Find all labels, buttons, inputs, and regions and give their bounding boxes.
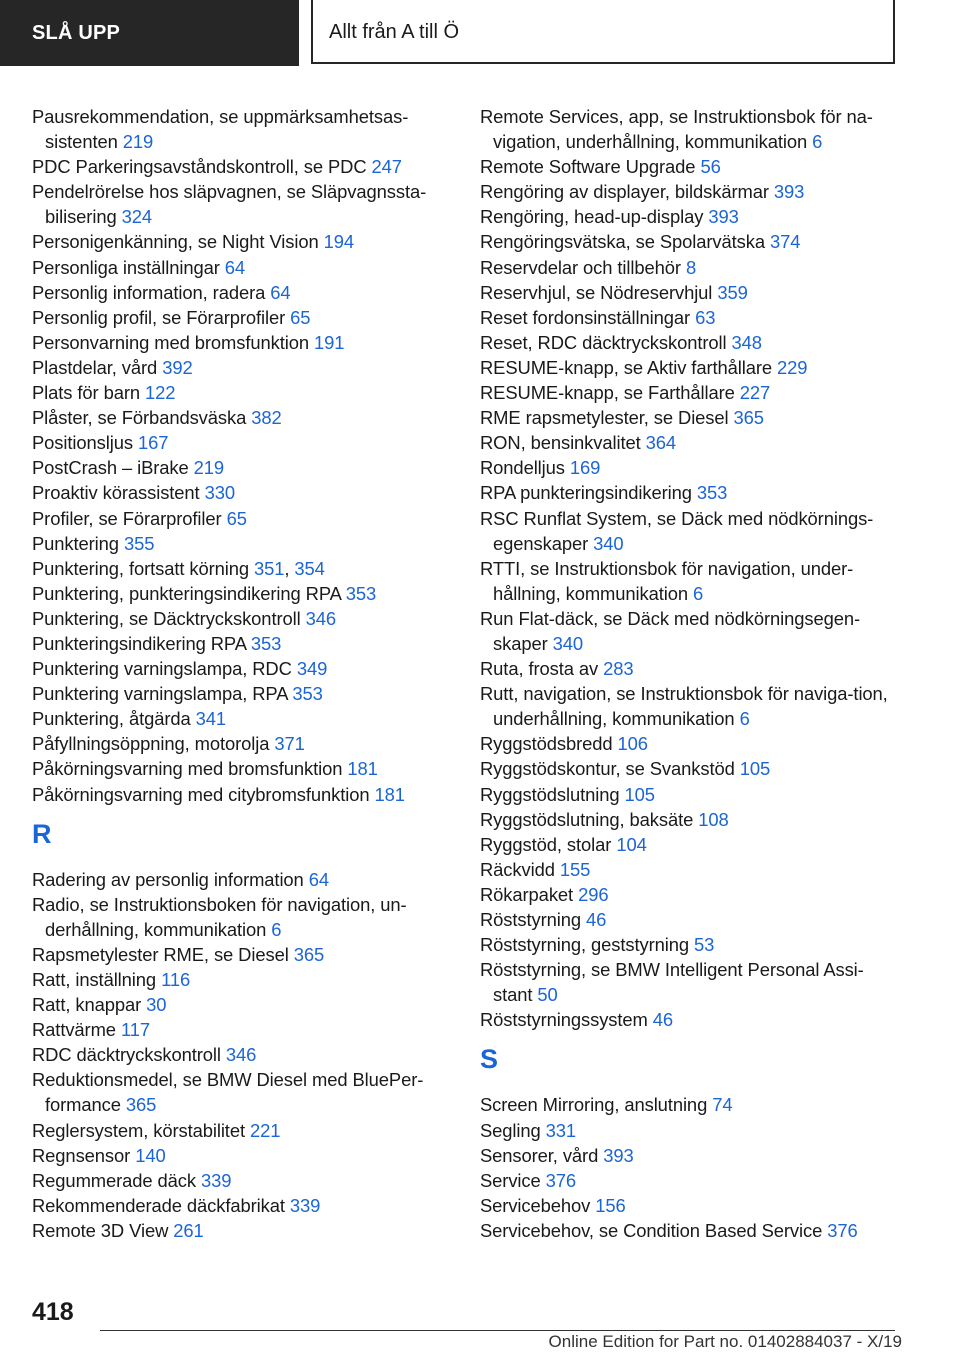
page-reference-link[interactable]: 349 xyxy=(296,658,328,680)
index-entry-text: Remote Software Upgrade xyxy=(480,156,696,178)
page-reference-link[interactable]: 283 xyxy=(603,658,634,680)
page-header xyxy=(0,0,960,66)
page-reference-link[interactable]: 376 xyxy=(827,1219,858,1241)
page-reference-link[interactable]: 167 xyxy=(137,432,169,454)
index-entry-text: Röststyrning xyxy=(480,909,582,930)
page-reference-link[interactable]: 219 xyxy=(122,131,154,153)
index-entry-text: Ryggstöd, stolar xyxy=(480,833,612,855)
index-entry-text: RME rapsmetylester, se Diesel xyxy=(480,407,729,429)
entries-group-r-left xyxy=(32,867,452,1243)
index-entry-text: Punktering varningslampa, RPA xyxy=(32,683,288,705)
index-entry-text: Reglersystem, körstabilitet xyxy=(32,1119,245,1141)
index-entry-text: Rattvärme xyxy=(32,1019,116,1041)
index-entry xyxy=(32,229,452,254)
footer-divider xyxy=(100,1330,895,1331)
page-reference-link[interactable]: 341 xyxy=(195,708,227,730)
index-entry-text: Rutt, navigation, se Instruktionsbok för naviga-tion, underhållning, kommunikation xyxy=(480,683,888,730)
page-reference-link[interactable]: 393 xyxy=(708,206,739,228)
index-entry xyxy=(480,480,900,505)
index-entry xyxy=(480,656,900,681)
page-reference-link[interactable]: 382 xyxy=(251,407,282,429)
index-entry-text: Screen Mirroring, anslutning xyxy=(480,1094,708,1116)
page-number: 418 xyxy=(32,1298,74,1326)
index-entry xyxy=(480,556,900,606)
index-entry-text: RTTI, se Instruktionsbok för navigation, under-hållning, kommunikation xyxy=(480,557,854,604)
page-reference-link[interactable]: 340 xyxy=(593,532,624,554)
page-reference-link[interactable]: 374 xyxy=(770,231,801,253)
index-entry-text: Punktering, åtgärda xyxy=(32,708,191,730)
index-entry-text: Påkörningsvarning med bromsfunktion xyxy=(32,758,343,780)
index-entry-text: Servicebehov, se Condition Based Service xyxy=(480,1219,823,1241)
index-entry xyxy=(32,531,452,556)
edition-footer: Online Edition for Part no. 01402884037 - X/19 xyxy=(548,1332,902,1351)
index-entry-text: Profiler, se Förarprofiler xyxy=(32,507,222,529)
index-entry xyxy=(32,1017,452,1042)
index-entry xyxy=(480,606,900,656)
page-reference-link[interactable]: 108 xyxy=(698,808,729,830)
page-reference-link[interactable]: 30 xyxy=(146,994,167,1016)
index-entry xyxy=(32,631,452,656)
index-entry xyxy=(480,756,900,781)
page-reference-link[interactable]: 353 xyxy=(250,632,282,654)
index-entry-text: Ryggstödsbredd xyxy=(480,733,613,755)
page-reference-link[interactable]: 261 xyxy=(173,1219,204,1241)
index-column-right xyxy=(480,104,900,1243)
page-reference-link[interactable]: 331 xyxy=(545,1119,577,1141)
index-entry-text: Punktering xyxy=(32,532,119,554)
page-reference-link[interactable]: 50 xyxy=(537,984,558,1006)
index-entry xyxy=(32,782,452,807)
section-tab: SLÅ UPP xyxy=(0,0,299,66)
index-entry xyxy=(480,455,900,480)
page-reference-link[interactable]: 64 xyxy=(308,868,329,890)
chapter-title: Allt från A till Ö xyxy=(311,0,895,64)
page-reference-link[interactable]: 346 xyxy=(305,607,336,629)
index-entry xyxy=(32,255,452,280)
index-entry xyxy=(480,807,900,832)
index-entry-text: Röststyrningssystem xyxy=(480,1009,648,1031)
entries-group-r-right xyxy=(480,104,900,1032)
index-entry xyxy=(480,104,900,154)
index-entry xyxy=(32,867,452,892)
index-entry xyxy=(32,967,452,992)
page-reference-link[interactable]: 169 xyxy=(569,457,601,479)
page-reference-link[interactable]: 46 xyxy=(652,1009,674,1031)
page-reference-link[interactable]: 219 xyxy=(193,457,225,479)
page-reference-link[interactable]: 6 xyxy=(739,708,750,730)
page-reference-link[interactable]: 53 xyxy=(694,934,715,956)
index-entry xyxy=(32,992,452,1017)
index-entry xyxy=(480,957,900,1007)
index-entry-text: RPA punkteringsindikering xyxy=(480,482,692,504)
index-entry-text: Service xyxy=(480,1169,541,1191)
index-entry: Punktering, fortsatt körning 351, 354 xyxy=(32,557,325,579)
page-reference-link[interactable]: 351 xyxy=(254,557,285,579)
entries-group-p xyxy=(32,104,452,807)
page-reference-link[interactable]: 65 xyxy=(226,507,247,529)
index-entry xyxy=(480,932,900,957)
index-entry xyxy=(32,756,452,781)
index-entry-text: Personigenkänning, se Night Vision xyxy=(32,231,319,253)
index-entry xyxy=(32,1168,452,1193)
page-reference-link[interactable]: 105 xyxy=(739,758,771,780)
index-entry-text: Personlig information, radera xyxy=(32,281,266,303)
index-entry-text: Remote Services, app, se Instruktionsbok för na-vigation, underhållning, kommunikation xyxy=(480,106,873,153)
page-reference-link[interactable]: 227 xyxy=(739,382,771,404)
index-entry xyxy=(32,480,452,505)
index-entry xyxy=(480,179,900,204)
index-entry-text: Ratt, inställning xyxy=(32,969,157,990)
index-entry xyxy=(32,1143,452,1168)
index-entry-text: Räckvidd xyxy=(480,858,555,880)
index-entry xyxy=(32,355,452,380)
index-entry-text: PostCrash – iBrake xyxy=(32,457,189,479)
page-reference-link[interactable]: 330 xyxy=(204,482,235,504)
page-reference-link[interactable]: 392 xyxy=(162,356,193,378)
letter-heading-s: S xyxy=(480,1044,499,1075)
index-column-left xyxy=(32,104,452,1243)
page-reference-link[interactable]: 324 xyxy=(121,206,152,228)
index-entry-text: Proaktiv körassistent xyxy=(32,482,200,504)
index-entry-text: Run Flat-däck, se Däck med nödkörningsegen-skaper xyxy=(480,607,861,654)
page-reference-link[interactable]: 353 xyxy=(696,482,728,504)
index-entry-text: Påfyllningsöppning, motorolja xyxy=(32,733,270,755)
index-entry-text: RESUME-knapp, se Farthållare xyxy=(480,382,735,404)
index-entry-text: Ryggstödslutning xyxy=(480,783,620,805)
page-reference-link[interactable]: 364 xyxy=(645,432,677,454)
index-entry-text: Punktering, punkteringsindikering RPA xyxy=(32,582,341,604)
page-reference-link[interactable]: 365 xyxy=(733,407,764,429)
entries-group-s xyxy=(480,1092,900,1243)
page-reference-link[interactable]: 194 xyxy=(323,231,355,253)
page-reference-link[interactable]: 105 xyxy=(624,783,655,805)
index-entry xyxy=(480,506,900,556)
page-reference-link[interactable]: 64 xyxy=(224,256,246,278)
index-entry-text: Ryggstödslutning, baksäte xyxy=(480,808,694,830)
index-entry-text: Sensorer, vård xyxy=(480,1144,599,1166)
index-entry xyxy=(480,832,900,857)
page-reference-link[interactable]: 64 xyxy=(270,281,291,303)
index-entry xyxy=(32,1193,452,1218)
index-entry-text: Segling xyxy=(480,1119,541,1141)
index-entry xyxy=(32,731,452,756)
index-entry xyxy=(480,1007,900,1032)
index-entry-text: Reset, RDC däcktryckskontroll xyxy=(480,331,727,353)
page-reference-link[interactable]: 365 xyxy=(125,1094,157,1116)
index-entry xyxy=(480,1118,900,1143)
page-reference-link[interactable]: 155 xyxy=(559,858,591,880)
page-reference-link[interactable]: 191 xyxy=(314,331,345,353)
index-entry-text: Påkörningsvarning med citybromsfunktion xyxy=(32,783,370,805)
index-entry-text: Pausrekommendation, se uppmärksamhetsas-sistenten xyxy=(32,106,409,153)
index-entry-text: Punkteringsindikering RPA xyxy=(32,632,246,654)
page-reference-link[interactable]: 340 xyxy=(552,632,584,654)
page-reference-link[interactable]: 156 xyxy=(595,1194,626,1216)
index-entry xyxy=(32,656,452,681)
page-reference-link[interactable]: 140 xyxy=(135,1144,166,1166)
index-entry xyxy=(480,681,900,731)
index-entry xyxy=(32,942,452,967)
index-entry-text: Reservhjul, se Nödreservhjul xyxy=(480,281,713,303)
index-entry xyxy=(32,1042,452,1067)
index-entry xyxy=(32,179,452,229)
index-entry-text: Ratt, knappar xyxy=(32,994,142,1016)
page-reference-link[interactable]: 393 xyxy=(773,181,805,203)
index-entry xyxy=(480,405,900,430)
index-entry-text: Personliga inställningar xyxy=(32,256,220,278)
index-entry xyxy=(480,1193,900,1218)
page-reference-link[interactable]: 355 xyxy=(123,532,155,554)
page-reference-link[interactable]: 339 xyxy=(289,1194,321,1216)
page-reference-link[interactable]: 65 xyxy=(290,306,311,328)
page-reference-link[interactable]: 348 xyxy=(731,331,762,353)
index-entry xyxy=(480,782,900,807)
index-entry-text: Punktering, se Däcktryckskontroll xyxy=(32,607,301,629)
page-reference-link[interactable]: 122 xyxy=(145,382,176,404)
index-entry-text: Positionsljus xyxy=(32,432,133,454)
index-entry xyxy=(32,506,452,531)
index-entry-text: Rengöring, head-up-display xyxy=(480,206,704,228)
index-entry xyxy=(32,405,452,430)
index-entry xyxy=(480,355,900,380)
index-entry-text: Reduktionsmedel, se BMW Diesel med BluePer-formance xyxy=(32,1069,424,1116)
index-entry-text: Plastdelar, vård xyxy=(32,356,158,378)
index-entry-text: Plats för barn xyxy=(32,382,140,404)
index-entry xyxy=(480,857,900,882)
index-entry-text: RON, bensinkvalitet xyxy=(480,432,641,454)
index-entry-text: RESUME-knapp, se Aktiv farthållare xyxy=(480,356,772,378)
index-entry-text: Rengöringsvätska, se Spolarvätska xyxy=(480,231,765,253)
page-reference-link[interactable]: 393 xyxy=(603,1144,634,1166)
page-reference-link[interactable]: 221 xyxy=(249,1119,281,1141)
index-entry xyxy=(480,907,900,932)
index-entry xyxy=(480,430,900,455)
page-reference-link[interactable]: 354 xyxy=(294,557,325,579)
index-entry xyxy=(480,380,900,405)
index-entry-text: Radering av personlig information xyxy=(32,868,304,890)
page-reference-link[interactable]: 74 xyxy=(712,1094,733,1116)
index-entry xyxy=(480,229,900,254)
index-entry xyxy=(480,204,900,229)
index-entry xyxy=(480,1092,900,1117)
page-reference-link[interactable]: 353 xyxy=(292,683,323,705)
index-entry xyxy=(32,581,452,606)
page-reference-link[interactable]: 8 xyxy=(685,256,697,278)
index-entry-text: Reservdelar och tillbehör xyxy=(480,256,681,278)
index-entry-text: Ruta, frosta av xyxy=(480,658,599,680)
index-entry-text: Servicebehov xyxy=(480,1194,591,1216)
page-reference-link[interactable]: 359 xyxy=(717,281,748,303)
index-entry xyxy=(480,1143,900,1168)
index-entry-text: Rapsmetylester RME, se Diesel xyxy=(32,943,289,965)
index-entry xyxy=(32,681,452,706)
index-entry xyxy=(32,892,452,942)
page-reference-link[interactable]: 296 xyxy=(578,883,609,905)
index-entry xyxy=(32,305,452,330)
page-reference-link[interactable]: 116 xyxy=(161,969,191,990)
index-entry xyxy=(480,1168,900,1193)
index-entry-text: RSC Runflat System, se Däck med nödkörnings-egenskaper xyxy=(480,507,874,554)
index-entry-text: RDC däcktryckskontroll xyxy=(32,1044,221,1066)
page-reference-link[interactable]: 346 xyxy=(225,1044,257,1066)
index-entry-text: Remote 3D View xyxy=(32,1219,169,1241)
index-entry-text: Rökarpaket xyxy=(480,883,574,905)
index-entry-text: Personlig profil, se Förarprofiler xyxy=(32,306,286,328)
letter-heading-r: R xyxy=(32,818,52,849)
index-entry-text: Röststyrning, se BMW Intelligent Personal Assi-stant xyxy=(480,959,864,1006)
index-entry xyxy=(32,280,452,305)
page-reference-link[interactable]: 6 xyxy=(693,582,704,604)
index-entry xyxy=(32,1118,452,1143)
index-entry xyxy=(480,280,900,305)
page-reference-link[interactable]: 353 xyxy=(345,582,377,604)
index-entry-text: Rengöring av displayer, bildskärmar xyxy=(480,181,769,203)
index-entry xyxy=(32,104,452,154)
page-reference-link[interactable]: 6 xyxy=(271,918,282,940)
index-entry xyxy=(32,1067,452,1117)
index-entry xyxy=(480,330,900,355)
index-entry xyxy=(32,154,452,179)
index-entry xyxy=(480,305,900,330)
page-reference-link[interactable]: 376 xyxy=(545,1169,577,1191)
page-reference-link[interactable]: 117 xyxy=(120,1019,150,1041)
index-entry-text: Punktering varningslampa, RDC xyxy=(32,658,292,680)
index-entry xyxy=(32,1218,452,1243)
page-reference-link[interactable]: 6 xyxy=(812,131,823,153)
index-entry-text: Punktering, fortsatt körning xyxy=(32,557,249,579)
page-reference-link[interactable]: 181 xyxy=(374,783,405,805)
index-entry xyxy=(480,1218,900,1243)
index-entry xyxy=(480,731,900,756)
page-reference-link[interactable]: 56 xyxy=(700,156,721,178)
index-entry-text: Rekommenderade däckfabrikat xyxy=(32,1194,285,1216)
index-entry xyxy=(480,882,900,907)
page-reference-link[interactable]: 104 xyxy=(616,833,647,855)
index-entry-text: Reset fordonsinställningar xyxy=(480,306,691,328)
page-reference-link[interactable]: 371 xyxy=(274,733,305,755)
index-entry-text: Rondelljus xyxy=(480,457,565,479)
index-entry xyxy=(32,330,452,355)
index-entry xyxy=(32,430,452,455)
index-entry-text: Regummerade däck xyxy=(32,1169,196,1191)
index-entry-text: PDC Parkeringsavståndskontroll, se PDC xyxy=(32,156,367,178)
index-entry-text: Plåster, se Förbandsväska xyxy=(32,407,247,429)
index-entry xyxy=(32,606,452,631)
page-reference-link[interactable]: 339 xyxy=(201,1169,232,1191)
index-entry-text: Personvarning med bromsfunktion xyxy=(32,331,309,353)
page-reference-link[interactable]: 46 xyxy=(586,909,607,930)
index-entry-text: Röststyrning, geststyrning xyxy=(480,934,689,956)
page-reference-link[interactable]: 181 xyxy=(347,758,378,780)
index-entry xyxy=(32,380,452,405)
page-reference-link[interactable]: 106 xyxy=(617,733,648,755)
page-reference-link[interactable]: 229 xyxy=(777,356,808,378)
index-entry xyxy=(32,455,452,480)
index-entry-text: Radio, se Instruktionsboken för navigation, un-derhållning, kommunikation xyxy=(32,893,407,940)
index-entry xyxy=(480,255,900,280)
page-reference-link[interactable]: 365 xyxy=(293,943,325,965)
index-entry xyxy=(32,706,452,731)
page-reference-link[interactable]: 247 xyxy=(371,156,402,178)
index-entry xyxy=(480,154,900,179)
index-entry-text: Ryggstödskontur, se Svankstöd xyxy=(480,758,735,780)
index-entry-text: Pendelrörelse hos släpvagnen, se Släpvagnssta-bilisering xyxy=(32,181,427,228)
index-entry-text: Regnsensor xyxy=(32,1144,131,1166)
page-reference-link[interactable]: 63 xyxy=(695,306,716,328)
